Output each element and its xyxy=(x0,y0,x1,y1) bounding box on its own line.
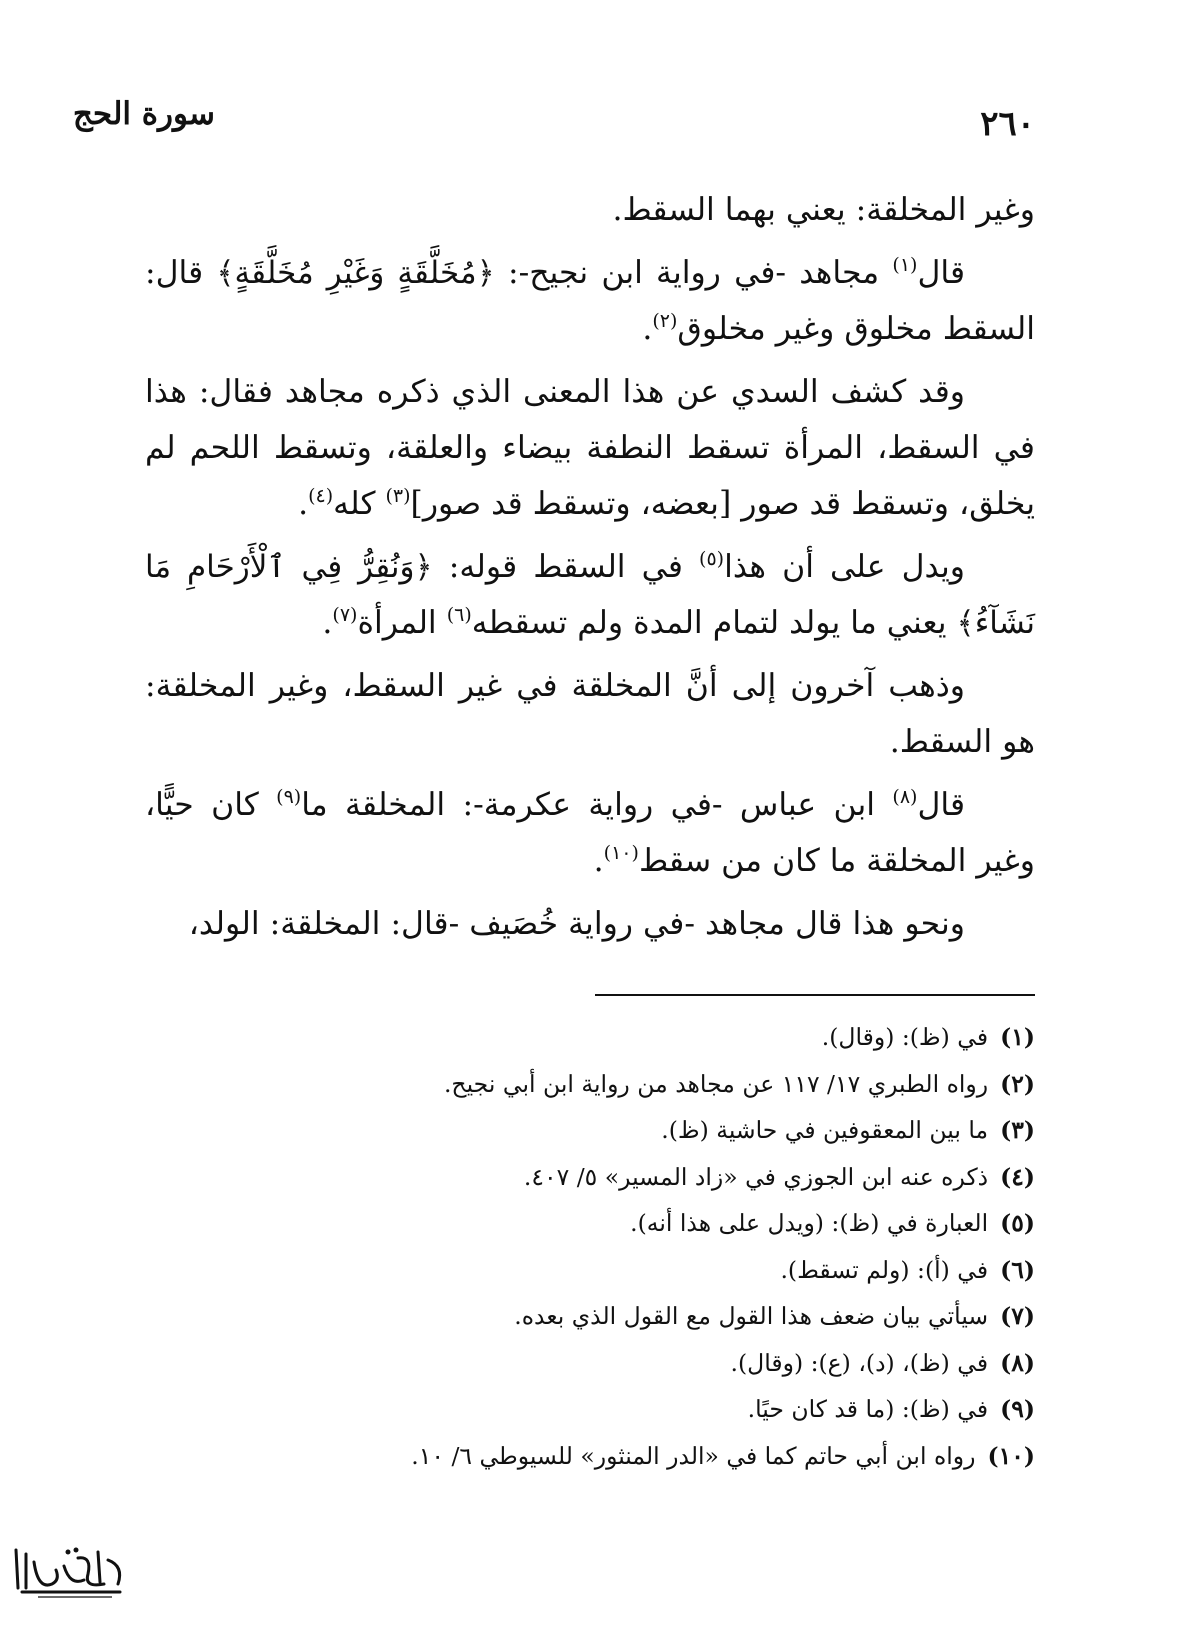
publisher-logo xyxy=(8,1540,128,1602)
text-run: قال: السقط مخلوق وغير مخلوق xyxy=(145,255,1035,347)
footnote-number: (٧) xyxy=(1000,1302,1035,1330)
footnote-item xyxy=(145,1433,1035,1480)
footnote-ref: (٣) xyxy=(385,485,411,507)
quran-quote: ﴿وَنُقِرُّ فِي ٱلْأَرْحَامِ مَا نَشَآءُ﴾ xyxy=(145,549,1035,641)
footnotes-list xyxy=(145,1014,1035,1479)
footnote-ref: (٤) xyxy=(308,485,334,507)
footnote-item xyxy=(145,1154,1035,1201)
text-run: كله xyxy=(333,486,386,522)
footnote-ref: (٦) xyxy=(446,604,472,626)
text-run: في السقط قوله: xyxy=(432,549,700,585)
footnote-ref: (٧) xyxy=(332,604,358,626)
text-run: مجاهد -في رواية ابن نجيح-: xyxy=(494,255,893,291)
footnote-number: (٢) xyxy=(1000,1069,1035,1098)
text-run: وغير المخلقة: يعني بهما السقط. xyxy=(612,192,1035,228)
footnote-text: رواه الطبري ١٧/ ١١٧ عن مجاهد من رواية ابن أبي نجيح. xyxy=(443,1069,989,1098)
footnote-item xyxy=(145,1340,1035,1387)
page-number: ٢٦٠ xyxy=(980,104,1035,144)
footnote-number: (٩) xyxy=(1000,1395,1035,1423)
calligraphy-logo-icon xyxy=(8,1540,128,1602)
footnote-item xyxy=(145,1014,1035,1061)
footnote-number: (٥) xyxy=(1000,1209,1035,1237)
text-run: المرأة xyxy=(357,605,447,641)
footnote-number: (٦) xyxy=(1000,1255,1035,1284)
text-run: . xyxy=(593,843,604,879)
text-run: قال xyxy=(917,787,965,823)
text-run: . xyxy=(322,605,333,641)
text-run: . xyxy=(298,486,309,522)
footnote-item xyxy=(145,1061,1035,1108)
footnote-item xyxy=(145,1293,1035,1340)
text-run: وقد كشف السدي عن هذا المعنى الذي ذكره مجاهد فقال: هذا في السقط، المرأة تسقط النطفة بيضاء والعلقة، وتسقط اللحم لم يخلق، وتسقط قد صور [بعضه، وتسقط قد صور] xyxy=(145,374,1035,522)
text-run: وذهب آخرون إلى أنَّ المخلقة في غير السقط، وغير المخلقة: هو السقط. xyxy=(145,668,1035,760)
paragraph-p2 xyxy=(145,245,1035,357)
footnote-divider xyxy=(595,994,1035,996)
footnote-text: سيأتي بيان ضعف هذا القول مع القول الذي بعده. xyxy=(514,1302,989,1330)
footnote-text: في (ظ): (وقال). xyxy=(821,1023,989,1051)
main-text xyxy=(145,182,1035,952)
footnote-number: (١) xyxy=(1000,1023,1035,1051)
text-run: ابن عباس -في رواية عكرمة-: المخلقة ما xyxy=(301,787,893,823)
footnote-text: في (أ): (ولم تسقط). xyxy=(780,1255,989,1284)
paragraph-p3 xyxy=(145,364,1035,532)
footnote-ref: (١٠) xyxy=(603,842,639,864)
footnote-ref: (٨) xyxy=(892,786,918,808)
footnote-text: ذكره عنه ابن الجوزي في «زاد المسير» ٥/ ٤٠٧. xyxy=(523,1162,989,1191)
paragraph-p4 xyxy=(145,539,1035,651)
footnote-item xyxy=(145,1386,1035,1433)
footnote-number: (١٠) xyxy=(987,1441,1035,1470)
footnote-text: في (ظ)، (د)، (ع): (وقال). xyxy=(730,1348,989,1377)
text-run: . xyxy=(642,311,653,347)
footnote-text: ما بين المعقوفين في حاشية (ظ). xyxy=(661,1116,989,1144)
paragraph-p5 xyxy=(145,658,1035,770)
footnote-item xyxy=(145,1247,1035,1294)
text-run: ويدل على أن هذا xyxy=(724,549,966,585)
text-run: ونحو هذا قال مجاهد -في رواية خُصَيف -قال: المخلقة: الولد، xyxy=(188,906,965,942)
text-run: يعني ما يولد لتمام المدة ولم تسقطه xyxy=(471,605,957,641)
footnote-text: رواه ابن أبي حاتم كما في «الدر المنثور» للسيوطي ٦/ ١٠. xyxy=(411,1441,976,1470)
quran-quote: ﴿مُخَلَّقَةٍ وَغَيْرِ مُخَلَّقَةٍ﴾ xyxy=(216,255,495,291)
footnote-ref: (٥) xyxy=(699,548,725,570)
running-title: سورة الحج xyxy=(72,96,215,132)
footnote-number: (٣) xyxy=(1000,1116,1035,1144)
text-run: كان حيًّا، وغير المخلقة ما كان من سقط xyxy=(145,787,1035,879)
paragraph-p7 xyxy=(145,896,1035,952)
page-header xyxy=(72,96,1035,146)
footnote-number: (٤) xyxy=(1000,1162,1035,1191)
footnote-text: العبارة في (ظ): (ويدل على هذا أنه). xyxy=(630,1209,989,1237)
paragraph-p6 xyxy=(145,777,1035,889)
footnote-text: في (ظ): (ما قد كان حيًا. xyxy=(747,1395,989,1423)
footnote-ref: (٩) xyxy=(276,786,302,808)
footnote-ref: (٢) xyxy=(652,310,678,332)
footnote-number: (٨) xyxy=(1000,1348,1035,1377)
footnote-item xyxy=(145,1107,1035,1154)
footnote-item xyxy=(145,1200,1035,1247)
footnote-ref: (١) xyxy=(892,254,918,276)
paragraph-p1 xyxy=(145,182,1035,238)
text-run: قال xyxy=(917,255,965,291)
